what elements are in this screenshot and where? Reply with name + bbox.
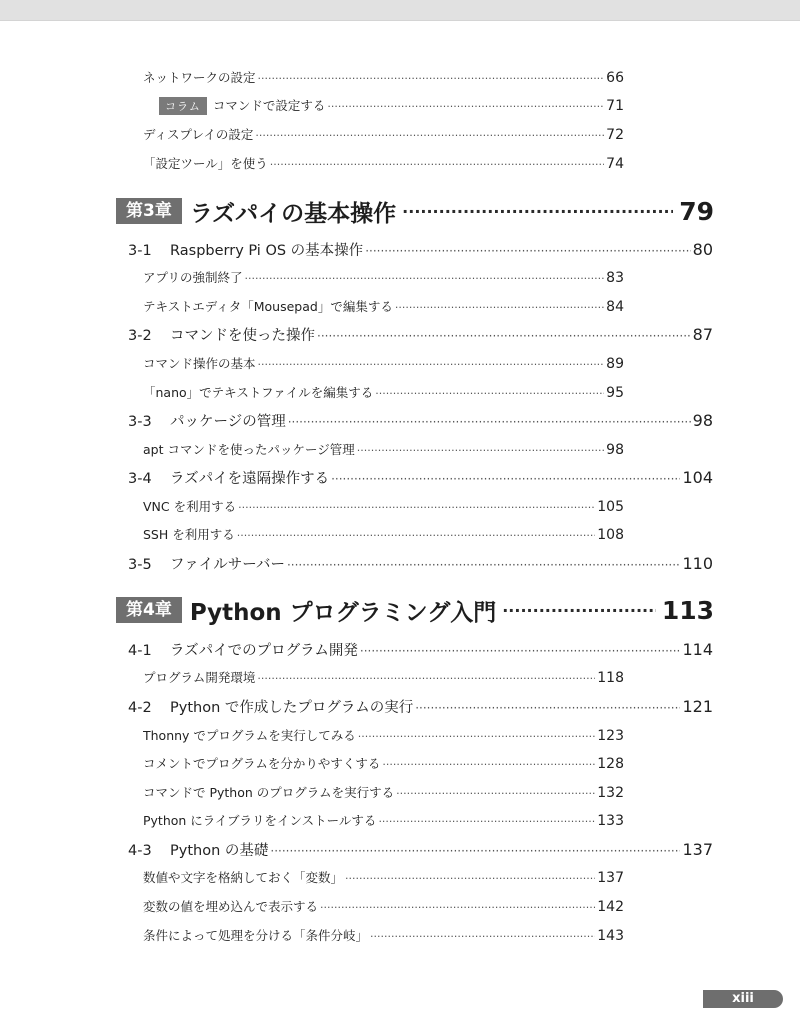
- dot-leader: [257, 672, 595, 685]
- dot-leader: [396, 787, 595, 800]
- section-page: 110: [682, 554, 713, 573]
- entry-title: 条件によって処理を分ける「条件分岐」: [143, 928, 369, 943]
- entry-title: 「nano」でテキストファイルを編集する: [143, 385, 374, 400]
- section-page: 98: [692, 411, 713, 430]
- dot-leader: [370, 930, 595, 943]
- chapter-badge: 第3章: [116, 198, 182, 224]
- dot-leader: [238, 501, 595, 514]
- dot-leader: [287, 558, 680, 572]
- chapter-page: 113: [661, 595, 714, 625]
- toc-entry[interactable]: [143, 811, 624, 831]
- dot-leader: [375, 387, 604, 400]
- toc-entry[interactable]: [143, 897, 624, 917]
- toc-entry[interactable]: [143, 68, 624, 88]
- entry-page: 128: [597, 756, 624, 772]
- entry-page: 83: [606, 270, 624, 286]
- section-number: 4-2: [128, 700, 152, 716]
- dot-leader: [237, 529, 596, 542]
- section-title: Python の基礎: [170, 843, 269, 859]
- section-entry[interactable]: [128, 410, 713, 432]
- dot-leader: [395, 301, 604, 314]
- section-entry[interactable]: [128, 639, 713, 661]
- toc-entry[interactable]: [143, 926, 624, 946]
- section-page: 114: [682, 640, 713, 659]
- dot-leader: [270, 844, 680, 858]
- section-number: 4-1: [128, 643, 152, 659]
- entry-title: 変数の値を埋め込んで表示する: [143, 899, 319, 914]
- dot-leader: [402, 202, 673, 221]
- column-badge: コラム: [159, 97, 207, 115]
- dot-leader: [382, 758, 595, 771]
- entry-title: アプリの強制終了: [143, 270, 243, 285]
- section-page: 121: [682, 697, 713, 716]
- section-title: Raspberry Pi OS の基本操作: [170, 243, 364, 259]
- entry-title: apt コマンドを使ったパッケージ管理: [143, 442, 355, 457]
- entry-title: コマンド操作の基本: [143, 356, 256, 371]
- dot-leader: [258, 72, 605, 85]
- toc-entry[interactable]: [143, 668, 624, 688]
- toc-entry[interactable]: [143, 525, 624, 545]
- dot-leader: [255, 129, 604, 142]
- entry-page: 98: [606, 442, 624, 458]
- section-entry[interactable]: [128, 839, 713, 861]
- entry-title: 「設定ツール」を使う: [143, 156, 268, 171]
- entry-page: 84: [606, 299, 624, 315]
- section-number: 3-3: [128, 414, 152, 430]
- entry-title: Thonny でプログラムを実行してみる: [143, 728, 356, 743]
- chapter-badge: 第4章: [116, 597, 182, 623]
- entry-page: 118: [597, 670, 624, 686]
- entry-page: 137: [597, 870, 624, 886]
- entry-title: ネットワークの設定: [143, 70, 256, 85]
- entry-page: 66: [606, 70, 624, 86]
- dot-leader: [331, 472, 680, 486]
- entry-title: SSH を利用する: [143, 527, 235, 542]
- entry-page: 108: [597, 527, 624, 543]
- dot-leader: [270, 158, 604, 171]
- section-number: 3-5: [128, 557, 152, 573]
- section-number: 4-3: [128, 843, 152, 859]
- toc-entry[interactable]: [143, 354, 624, 374]
- entry-page: 95: [606, 385, 624, 401]
- entry-page: 72: [606, 127, 624, 143]
- toc-entry[interactable]: [143, 125, 624, 145]
- dot-leader: [502, 601, 656, 620]
- section-number: 3-2: [128, 328, 152, 344]
- dot-leader: [245, 272, 605, 285]
- dot-leader: [258, 358, 605, 371]
- entry-title: コマンドで設定する: [212, 98, 326, 113]
- chapter-title: ラズパイの基本操作: [189, 200, 397, 227]
- entry-title: テキストエディタ「Mousepad」で編集する: [143, 299, 393, 314]
- entry-page: 133: [597, 813, 624, 829]
- section-page: 104: [682, 468, 713, 487]
- section-page: 80: [692, 240, 713, 259]
- dot-leader: [327, 100, 604, 113]
- section-page: 87: [692, 325, 713, 344]
- entry-page: 74: [606, 156, 624, 172]
- toc-entry[interactable]: [143, 497, 624, 517]
- entry-page: 71: [606, 98, 624, 114]
- chapter-page: 79: [679, 196, 714, 226]
- section-entry[interactable]: [128, 467, 713, 489]
- entry-page: 89: [606, 356, 624, 372]
- entry-page: 143: [597, 928, 624, 944]
- section-title: ラズパイでのプログラム開発: [170, 643, 358, 659]
- toc-entry[interactable]: [143, 783, 624, 803]
- toc-entry[interactable]: [143, 297, 624, 317]
- entry-title-wrap: [159, 96, 325, 115]
- section-entry[interactable]: [128, 324, 713, 346]
- section-number: 3-1: [128, 243, 152, 259]
- entry-title: Python にライブラリをインストールする: [143, 813, 377, 828]
- entry-title: コメントでプログラムを分かりやすくする: [143, 756, 381, 771]
- dot-leader: [345, 872, 595, 885]
- section-entry[interactable]: [128, 239, 713, 261]
- section-entry[interactable]: [128, 553, 713, 575]
- dot-leader: [415, 701, 680, 715]
- dot-leader: [358, 730, 595, 743]
- entry-title: VNC を利用する: [143, 499, 237, 514]
- section-title: ファイルサーバー: [170, 557, 285, 573]
- dot-leader: [288, 415, 691, 429]
- toc-entry[interactable]: [143, 868, 624, 888]
- dot-leader: [360, 644, 681, 658]
- entry-page: 132: [597, 785, 624, 801]
- toc-entry[interactable]: [143, 726, 624, 746]
- section-entry[interactable]: [128, 696, 713, 718]
- dot-leader: [378, 815, 595, 828]
- dot-leader: [317, 329, 691, 343]
- entry-page: 142: [597, 899, 624, 915]
- dot-leader: [320, 901, 595, 914]
- chapter-heading-3[interactable]: [116, 194, 714, 228]
- toc-entry[interactable]: [143, 440, 624, 460]
- section-title: ラズパイを遠隔操作する: [170, 471, 330, 487]
- toc-entry[interactable]: [143, 154, 624, 174]
- dot-leader: [365, 244, 690, 258]
- chapter-title: Python プログラミング入門: [189, 599, 497, 626]
- page-number-badge: xiii: [703, 990, 783, 1008]
- entry-title: コマンドで Python のプログラムを実行する: [143, 785, 395, 800]
- toc-entry[interactable]: [143, 383, 624, 403]
- section-title: コマンドを使った操作: [170, 328, 315, 344]
- entry-page: 123: [597, 728, 624, 744]
- chapter-heading-4[interactable]: [116, 593, 714, 627]
- dot-leader: [357, 444, 604, 457]
- entry-title: ディスプレイの設定: [143, 127, 254, 142]
- entry-title: プログラム開発環境: [143, 670, 256, 685]
- section-number: 3-4: [128, 471, 152, 487]
- section-title: Python で作成したプログラムの実行: [170, 700, 414, 716]
- entry-title: 数値や文字を格納しておく「変数」: [143, 870, 344, 885]
- toc-entry-column[interactable]: [159, 96, 624, 116]
- toc-entry[interactable]: [143, 754, 624, 774]
- section-page: 137: [682, 840, 713, 859]
- section-title: パッケージの管理: [170, 414, 286, 430]
- toc-entry[interactable]: [143, 268, 624, 288]
- entry-page: 105: [597, 499, 624, 515]
